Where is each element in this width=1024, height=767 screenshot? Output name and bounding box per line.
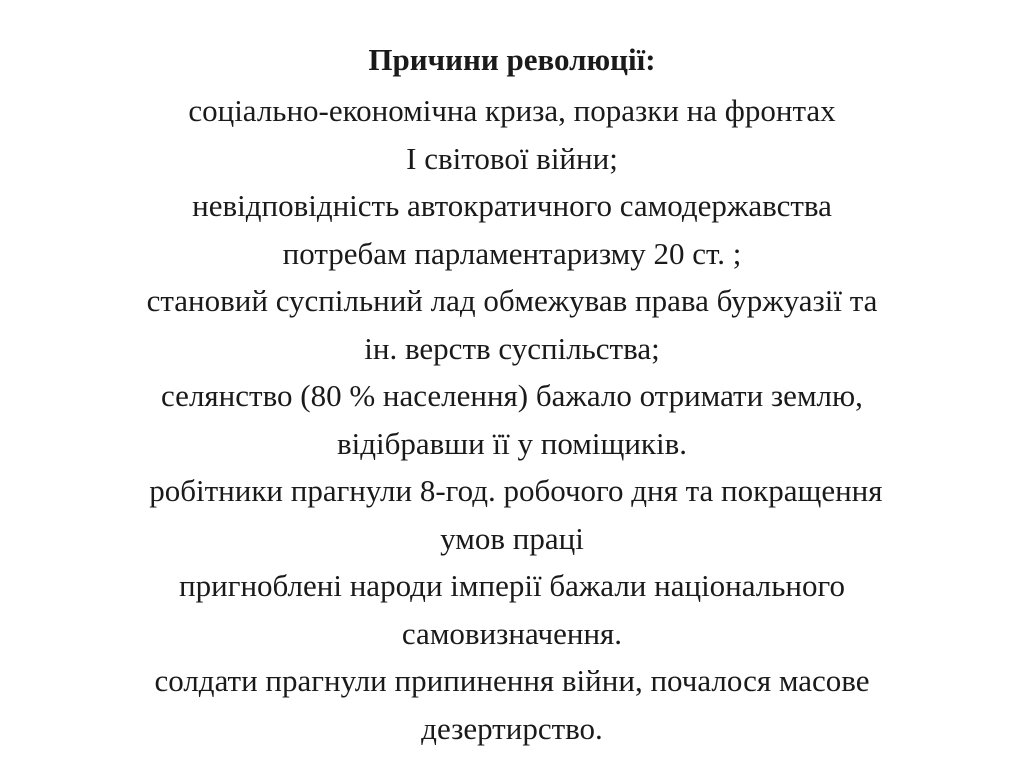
text-line: соціально-економічна криза, поразки на фронтах: [188, 93, 836, 128]
text-line: відібравши її у поміщиків.: [337, 425, 687, 461]
slide-title: Причини революції:: [368, 42, 656, 77]
text-line: дезертирство.: [421, 710, 603, 746]
text-line: становий суспільний лад обмежував права буржуазії та: [146, 283, 878, 318]
text-line: самовизначення.: [401, 615, 623, 651]
causes-text: [0, 87, 1024, 752]
text-line: умов праці: [440, 520, 584, 556]
text-line: І світової війни;: [406, 140, 618, 176]
text-line: робітники прагнули 8-год. робочого дня та покращення: [141, 473, 883, 508]
text-line: селянство (80 % населення) бажало отримати землю,: [161, 378, 863, 413]
text-line: потребам парламентаризму 20 ст. ;: [282, 235, 742, 271]
text-line: невідповідність автократичного самодержавства: [192, 188, 832, 223]
text-line: пригноблені народи імперії бажали національного: [179, 568, 845, 603]
text-line: солдати прагнули припинення війни, почалося масове: [154, 663, 870, 698]
text-line: ін. верств суспільства;: [364, 330, 660, 366]
